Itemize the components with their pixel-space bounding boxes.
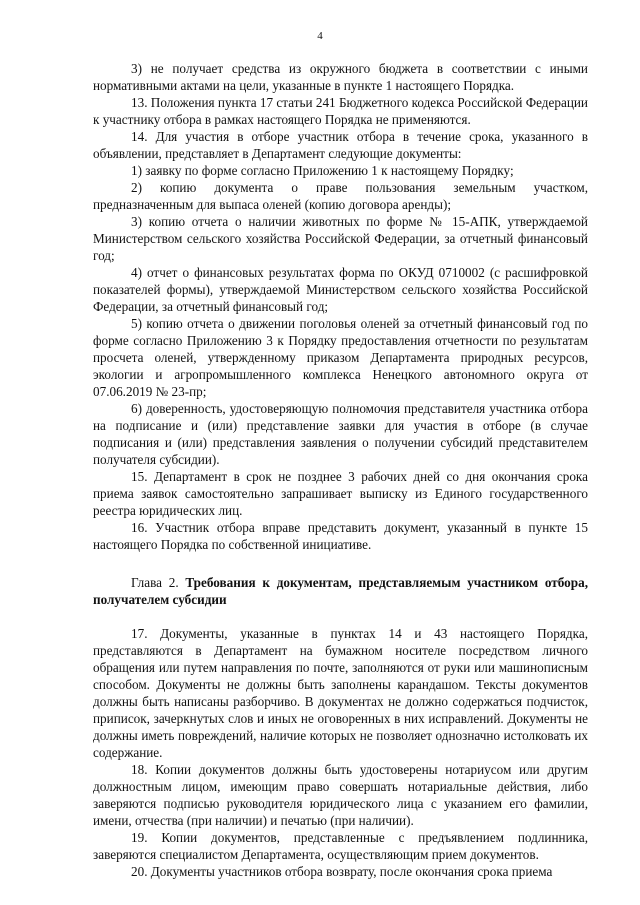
spacer (93, 553, 588, 574)
list-item: 4) отчет о финансовых результатах форма по ОКУД 0710002 (с расшифровкой показателей формы), утверждаемой Министерством сельского хозяйства Российской Федерации, за отчетный финансовый год; (93, 265, 588, 314)
paragraph: 18. Копии документов должны быть удостоверены нотариусом или другим должностным лицом, имеющим право совершать нотариальные действия, либо заверяются подписью руководителя юридического лица с указанием его фамилии, имени, отчества (при наличии) и печатью (при наличии). (93, 762, 588, 828)
paragraph: 15. Департамент в срок не позднее 3 рабочих дней со дня окончания срока приема заявок самостоятельно запрашивает выписку из Единого государственного реестра юридических лиц. (93, 469, 588, 518)
list-item: 2) копию документа о праве пользования земельным участком, предназначенным для выпаса оленей (копию договора аренды); (93, 180, 588, 212)
paragraph: 13. Положения пункта 17 статьи 241 Бюджетного кодекса Российской Федерации к участнику отбора в рамках настоящего Порядка не применяются. (93, 95, 588, 127)
list-item: 1) заявку по форме согласно Приложению 1 к настоящему Порядку; (131, 163, 514, 178)
spacer (93, 608, 588, 625)
list-item: 6) доверенность, удостоверяющую полномочия представителя участника отбора на подписание и (или) представление заявки для участия в отборе (в случае подписания и (или) представления заявления о получении субсидий представителем получателя субсидии). (93, 401, 588, 467)
chapter-prefix: Глава 2. (131, 575, 186, 590)
paragraph: 14. Для участия в отборе участник отбора в течение срока, указанного в объявлении, представляет в Департамент следующие документы: (93, 129, 588, 161)
chapter-heading (93, 574, 588, 608)
paragraph: 16. Участник отбора вправе представить документ, указанный в пункте 15 настоящего Порядка по собственной инициативе. (93, 520, 588, 552)
document-body (93, 60, 588, 880)
paragraph: 3) не получает средства из окружного бюджета в соответствии с иными нормативными актами на цели, указанные в пункте 1 настоящего Порядка. (93, 61, 588, 93)
list-item: 5) копию отчета о движении поголовья оленей за отчетный финансовый год по форме согласно Приложению 3 к Порядку предоставления отчетности по результатам просчета оленей, утвержденному приказом Департамента природных ресурсов, экологии и агропромышленного комплекса Ненецкого автономного округа от 07.06.2019 № 23-пр; (93, 316, 588, 399)
page-number: 4 (317, 30, 323, 42)
list-item: 3) копию отчета о наличии животных по форме № 15-АПК, утверждаемой Министерством сельского хозяйства Российской Федерации, за отчетный финансовый год; (93, 214, 588, 263)
paragraph: 19. Копии документов, представленные с предъявлением подлинника, заверяются специалистом Департамента, осуществляющим прием документов. (93, 830, 588, 862)
paragraph: 20. Документы участников отбора возврату, после окончания срока приема (131, 864, 553, 879)
chapter-title: Требования к документам, представляемым участником отбора, получателем субсидии (93, 575, 588, 607)
paragraph: 17. Документы, указанные в пунктах 14 и 43 настоящего Порядка, представляются в Департамент на бумажном носителе посредством личного обращения или путем направления по почте, заполняются от руки или машинописным способом. Документы не должны быть заполнены карандашом. Тексты документов должны быть написаны разборчиво. В документах не должно содержаться подчисток, приписок, зачеркнутых слов и иных не оговоренных в них исправлений. Документы не должны иметь повреждений, наличие которых не позволяет однозначно истолковать их содержание. (93, 626, 588, 760)
